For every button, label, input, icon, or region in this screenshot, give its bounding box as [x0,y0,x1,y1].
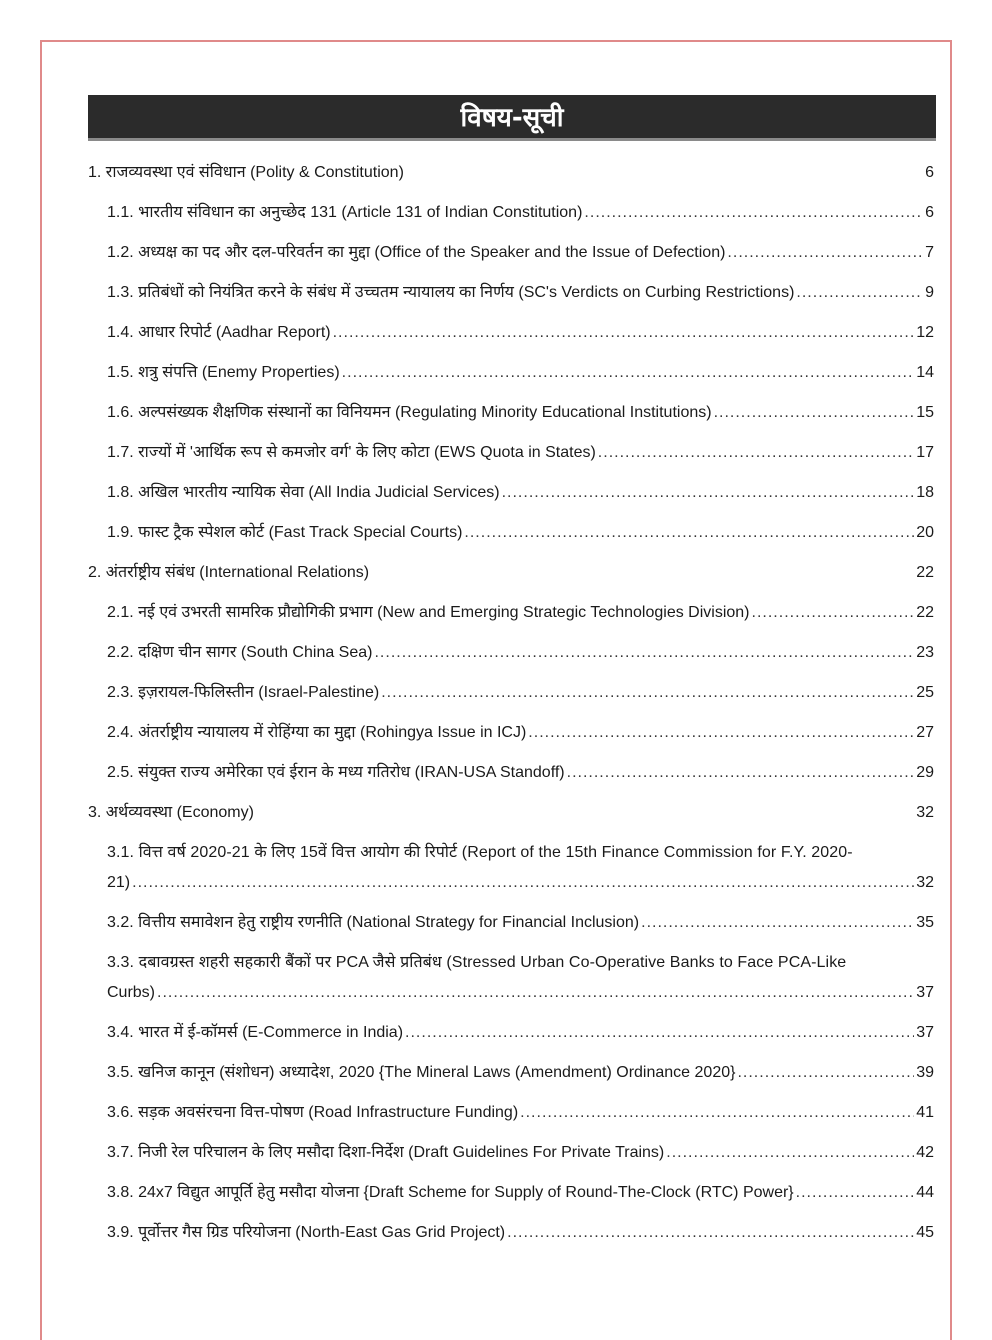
leader-dots [464,518,914,548]
toc-item[interactable] [88,1168,934,1208]
toc-item[interactable] [88,1128,934,1168]
toc-item-label: 3.3. दबावग्रस्त शहरी सहकारी बैंकों पर PCA जैसे प्रतिबंध (Stressed Urban Co-Operative Banks to Face PCA-Like [107,954,847,971]
toc-item[interactable] [88,898,934,938]
toc-item-label: 1.6. अल्पसंख्यक शैक्षणिक संस्थानों का विनियमन (Regulating Minority Educational Institutions) [107,404,712,421]
toc-item-page: 9 [925,284,934,301]
toc-item[interactable] [88,268,934,308]
leader-dots [752,598,915,628]
toc-item-label-cont: 21) [107,874,131,891]
toc-item-page: 12 [916,324,934,341]
toc-item-label-cont: Curbs) [107,984,156,1001]
leader-dots [714,398,915,428]
toc-item-label: 1.4. आधार रिपोर्ट (Aadhar Report) [107,324,331,341]
toc-section-page: 32 [916,804,934,821]
toc-item-page: 32 [916,874,934,891]
page-title: विषय-सूची [88,95,936,141]
toc-item-label: 3.4. भारत में ई-कॉमर्स (E-Commerce in India) [107,1024,404,1041]
leader-dots [584,198,923,228]
toc-item-page: 6 [925,204,934,221]
toc-section[interactable] [88,148,934,188]
toc-section-label: 1. राजव्यवस्था एवं संविधान (Polity & Constitution) [88,164,404,181]
toc-item-page: 14 [916,364,934,381]
toc-item[interactable] [88,628,934,668]
toc-section[interactable] [88,788,934,828]
toc-item[interactable] [88,1088,934,1128]
leader-dots [381,678,914,708]
toc-item[interactable] [88,308,934,348]
toc-item-page: 37 [916,1024,934,1041]
leader-dots [333,318,915,348]
toc-item-label: 2.3. इज़रायल-फिलिस्तीन (Israel-Palestine) [107,684,380,701]
toc-item[interactable] [88,1008,934,1048]
toc-section-page: 6 [925,164,934,181]
toc-item[interactable] [88,668,934,708]
toc-item-label: 2.5. संयुक्त राज्य अमेरिका एवं ईरान के मध्य गतिरोध (IRAN-USA Standoff) [107,764,565,781]
toc-item-line2[interactable] [88,868,934,898]
toc-item[interactable] [88,348,934,388]
toc-item-page: 22 [916,604,934,621]
leader-dots [641,908,914,938]
toc-item[interactable] [88,188,934,228]
toc-item-line1[interactable] [88,828,934,868]
toc-item-label: 3.1. वित्त वर्ष 2020-21 के लिए 15वें वित्त आयोग की रिपोर्ट (Report of the 15th Finance Commission for F.Y. 2020- [107,844,853,861]
leader-dots [567,758,915,788]
toc-item-page: 42 [916,1144,934,1161]
toc-item-label: 1.7. राज्यों में 'आर्थिक रूप से कमजोर वर्ग' के लिए कोटा (EWS Quota in States) [107,444,596,461]
toc-item-page: 25 [916,684,934,701]
leader-dots [796,278,923,308]
leader-dots [342,358,915,388]
toc-item-page: 27 [916,724,934,741]
toc-item[interactable] [88,228,934,268]
leader-dots [507,1218,914,1248]
toc-item-label: 1.5. शत्रु संपत्ति (Enemy Properties) [107,364,340,381]
leader-dots [132,868,914,898]
toc-item-page: 20 [916,524,934,541]
toc-section-page: 22 [916,564,934,581]
toc-item-label: 1.9. फास्ट ट्रैक स्पेशल कोर्ट (Fast Track Special Courts) [107,524,463,541]
toc-section-label: 3. अर्थव्यवस्था (Economy) [88,804,254,821]
toc-item-label: 3.9. पूर्वोत्तर गैस ग्रिड परियोजना (North-East Gas Grid Project) [107,1224,506,1241]
toc-section-label: 2. अंतर्राष्ट्रीय संबंध (International Relations) [88,564,370,581]
toc-item-label: 3.2. वित्तीय समावेशन हेतु राष्ट्रीय रणनीति (National Strategy for Financial Inclusion) [107,914,640,931]
toc-item-label: 1.3. प्रतिबंधों को नियंत्रित करने के संबंध में उच्चतम न्यायालय का निर्णय (SC's Verdicts on Curbing Restrictions) [107,284,795,301]
leader-dots [502,478,915,508]
leader-dots [598,438,914,468]
toc-item[interactable] [88,508,934,548]
toc-item-page: 29 [916,764,934,781]
leader-dots [528,718,914,748]
toc-item-label: 3.5. खनिज कानून (संशोधन) अध्यादेश, 2020 {The Mineral Laws (Amendment) Ordinance 2020} [107,1064,736,1081]
toc-item[interactable] [88,388,934,428]
toc-item-label: 3.7. निजी रेल परिचालन के लिए मसौदा दिशा-निर्देश (Draft Guidelines For Private Trains) [107,1144,665,1161]
toc-item-page: 7 [925,244,934,261]
toc-item[interactable] [88,1048,934,1088]
toc-item-page: 15 [916,404,934,421]
toc-item-page: 39 [916,1064,934,1081]
toc-item[interactable] [88,708,934,748]
leader-dots [157,978,914,1008]
toc-item[interactable] [88,1208,934,1248]
leader-dots [374,638,914,668]
toc-section[interactable] [88,548,934,588]
toc-item-label: 1.8. अखिल भारतीय न्यायिक सेवा (All India Judicial Services) [107,484,500,501]
toc-item-label: 1.1. भारतीय संविधान का अनुच्छेद 131 (Article 131 of Indian Constitution) [107,204,583,221]
toc-item-label: 2.4. अंतर्राष्ट्रीय न्यायालय में रोहिंग्या का मुद्दा (Rohingya Issue in ICJ) [107,724,527,741]
toc-item[interactable] [88,748,934,788]
toc-item-line1[interactable] [88,938,934,978]
toc-item[interactable] [88,588,934,628]
leader-dots [666,1138,914,1168]
toc-item-page: 23 [916,644,934,661]
leader-dots [405,1018,914,1048]
table-of-contents [88,148,934,1248]
toc-item-label: 3.6. सड़क अवसंरचना वित्त-पोषण (Road Infrastructure Funding) [107,1104,519,1121]
leader-dots [727,238,923,268]
toc-item-label: 2.1. नई एवं उभरती सामरिक प्रौद्योगिकी प्रभाग (New and Emerging Strategic Technologies Division) [107,604,750,621]
toc-item-page: 35 [916,914,934,931]
toc-item-page: 37 [916,984,934,1001]
leader-dots [520,1098,914,1128]
toc-item-line2[interactable] [88,978,934,1008]
toc-item-page: 45 [916,1224,934,1241]
toc-item-page: 17 [916,444,934,461]
toc-item-page: 18 [916,484,934,501]
leader-dots [737,1058,914,1088]
toc-item-page: 41 [916,1104,934,1121]
toc-item[interactable] [88,428,934,468]
toc-item-label: 3.8. 24x7 विद्युत आपूर्ति हेतु मसौदा योजना {Draft Scheme for Supply of Round-The-Clock (RTC) Power} [107,1184,794,1201]
toc-item-label: 2.2. दक्षिण चीन सागर (South China Sea) [107,644,373,661]
toc-item-label: 1.2. अध्यक्ष का पद और दल-परिवर्तन का मुद्दा (Office of the Speaker and the Issue of Defection) [107,244,726,261]
toc-item-page: 44 [916,1184,934,1201]
toc-item[interactable] [88,468,934,508]
leader-dots [796,1178,915,1208]
